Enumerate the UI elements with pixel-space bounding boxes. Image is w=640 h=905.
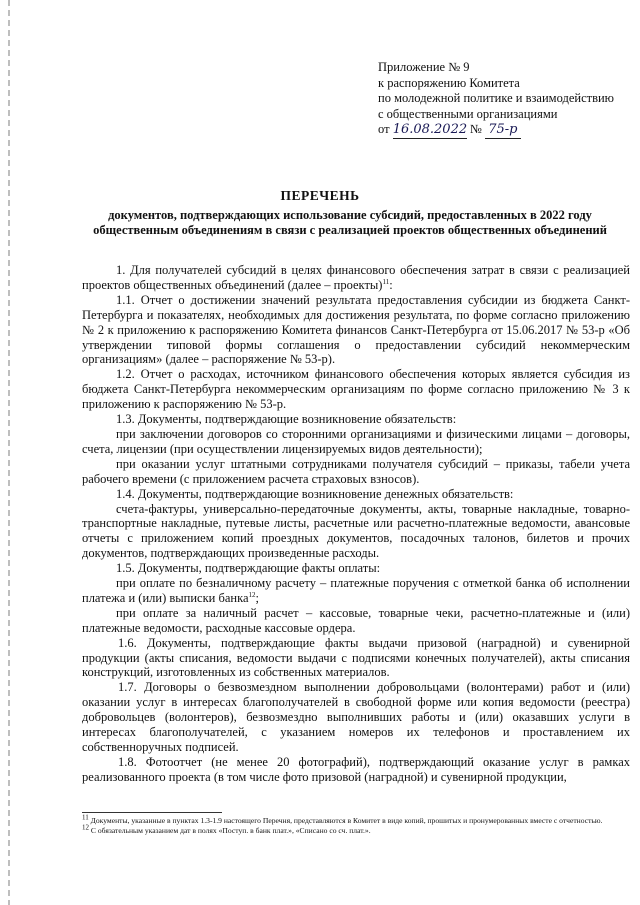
paragraph-1: 1. Для получателей субсидий в целях финансового обеспечения затрат в связи с реализацией проектов общественных объединений (далее – проекты)$^{11}$: [82,263,630,292]
binding-edge [8,0,10,905]
paragraph-1-8: 1.8. Фотоотчет (не менее 20 фотографий), подтверждающий оказание услуг в рамках реализованного проекта (в том числе фото призовой (наградной) и сувенирной продукции, [82,754,630,784]
footnotes [82,813,630,836]
paragraph-1-5: 1.5. Документы, подтверждающие факты оплаты: [116,561,381,576]
document-body [82,263,630,785]
document-subtitle: документов, подтверждающих использование субсидий, предоставленных в 2022 году общественным объединениям в связи с реализацией проектов общественных объединений [93,208,607,237]
paragraph-1-5-b: при оплате за наличный расчет – кассовые, товарные чеки, расчетно-платежные и (или) платежные ведомости, расходные кассовые ордера. [82,605,630,635]
paragraph-1-7: 1.7. Договоры о безвозмездном выполнении добровольцами (волонтерами) работ и (или) оказании услуг в интересах благополучателей в свободной форме или копия ведомости (реестра) добровольцев (волонтеров), безвозмездно выполнивших работы и (или) оказавших услуги в интересах благополучателей, с указанием номеров их телефонов и проставлением их собственноручных подписей. [82,680,630,754]
annex-line-3: по молодежной политике и взаимодействию [378,91,615,105]
paragraph-1-4: 1.4. Документы, подтверждающие возникновение денежных обязательств: [116,486,514,501]
annex-date-number [378,122,614,139]
annex-header [378,60,614,139]
paragraph-1-3-a: при заключении договоров со сторонними организациями и физическими лицами – договоры, счета, лицензии (при осуществлении лицензируемых видов деятельности); [82,426,630,456]
footnote-12: $^{12}$ С обязательным указанием дат в полях «Поступ. в банк плат.», «Списано со сч. плат.». [82,823,371,835]
annex-line-4: с общественными организациями [378,106,558,121]
from-label: от [378,122,390,136]
footnote-divider [82,812,222,813]
annex-number: 75-р [485,122,521,139]
paragraph-1-3-b: при оказании услуг штатными сотрудниками получателя субсидий – приказы, табели учета рабочего времени (с приложением расчета страховых взносов). [82,456,630,486]
annex-date: 16.08.2022 [392,122,468,137]
paragraph-1-6: 1.6. Документы, подтверждающие факты выдачи призовой (наградной) и сувенирной продукции (акты списания, ведомости выдачи с подписями конечных получателей), акты списания конструкций, изготовленных из собственных материалов. [82,635,630,680]
paragraph-1-5-a: при оплате по безналичному расчету – платежные поручения с отметкой банка об исполнении платежа и (или) выписки банка$^{12}$; [82,576,630,605]
paragraph-1-1: 1.1. Отчет о достижении значений результата предоставления субсидии из бюджета Санкт-Петербурга и показателях, необходимых для достижения результата, по форме согласно приложению № 2 к приложению к распоряжению Комитета финансов Санкт-Петербурга от 15.06.2017 № 53-р «Об утверждении типовой формы соглашения о предоставлении субсидий некоммерческим организациям» (далее – распоряжение № 53-р). [82,292,630,367]
paragraph-1-2: 1.2. Отчет о расходах, источником финансового обеспечения которых является субсидия из бюджета Санкт-Петербурга некоммерческим организациям по форме согласно приложению № 3 к приложению к распоряжению № 53-р. [82,367,630,412]
annex-line-1: Приложение № 9 [378,60,470,74]
document-title: ПЕРЕЧЕНЬ [280,188,360,203]
paragraph-1-3: 1.3. Документы, подтверждающие возникновение обязательств: [116,412,457,427]
footnote-11: $^{11}$ Документы, указанные в пунктах 1.3-1.9 настоящего Перечня, представляются в Комитет в виде копий, прошитых и пронумерованных вместе с отчетностью. [82,813,603,825]
annex-line-2: к распоряжению Комитета [378,75,520,90]
number-label: № [469,122,482,136]
paragraph-1-4-a: счета-фактуры, универсально-передаточные документы, акты, товарные накладные, товарно-транспортные накладные, путевые листы, расчетные или расчетно-платежные ведомости, авансовые отчеты с приложением копий проездных документов, посадочных талонов, билетов и прочих документов, подтверждающих произведенные расходы. [82,501,630,561]
